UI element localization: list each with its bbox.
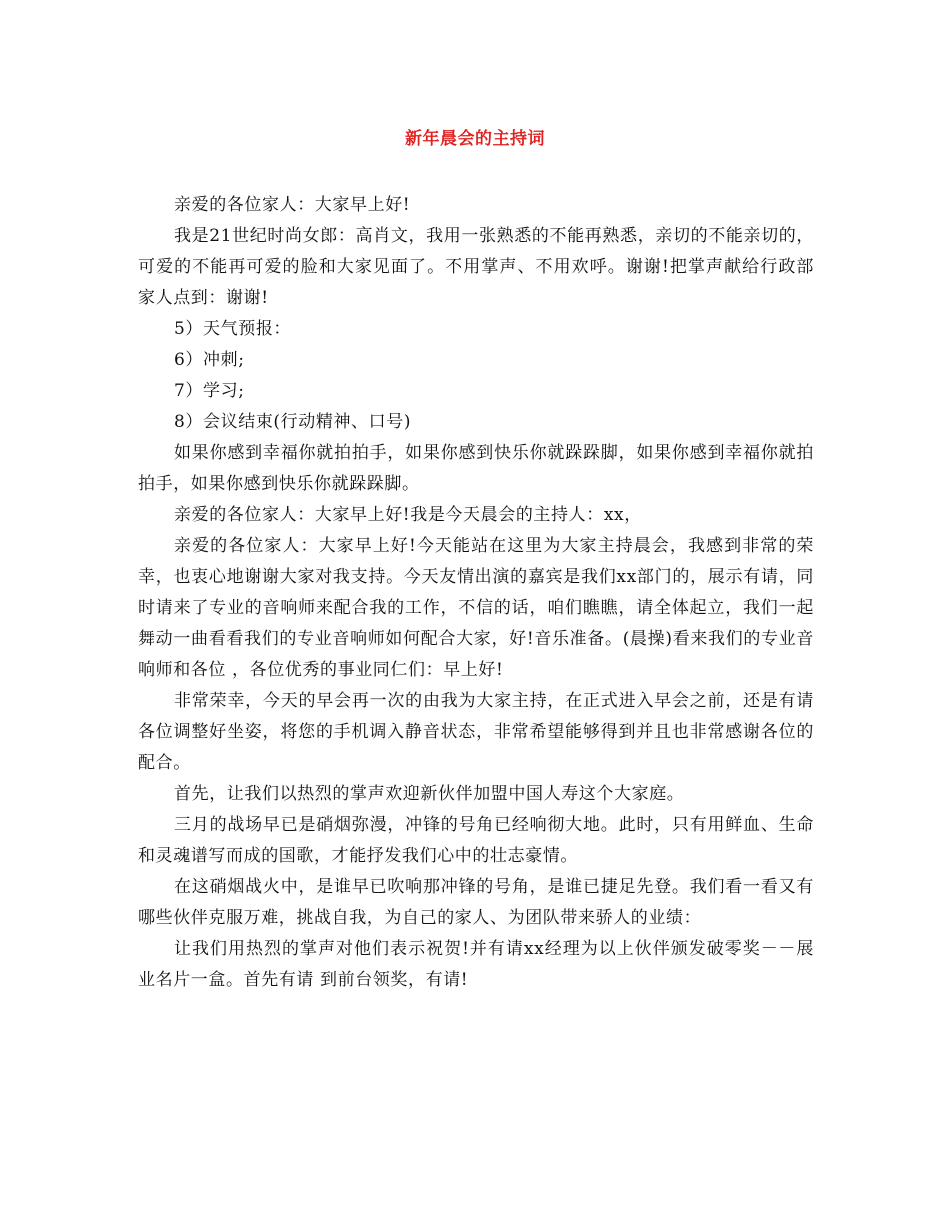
paragraph-honor: 非常荣幸，今天的早会再一次的由我为大家主持，在正式进入早会之前，还是有请各位调整好坐姿，将您的手机调入静音状态，非常希望能够得到并且也非常感谢各位的配合。: [138, 691, 814, 773]
agenda-item-study: 7）学习;: [174, 381, 245, 401]
paragraph-greeting: 亲爱的各位家人：大家早上好!: [174, 195, 411, 215]
agenda-item-sprint: 6）冲刺;: [174, 350, 245, 370]
agenda-item-weather: 5）天气预报：: [174, 319, 292, 339]
agenda-item-closing: 8）会议结束(行动精神、口号): [174, 412, 412, 432]
paragraph-introduction: 我是21世纪时尚女郎：高肖文，我用一张熟悉的不能再熟悉，亲切的不能亲切的，可爱的不能再可爱的脸和大家见面了。不用掌声、不用欢呼。谢谢!把掌声献给行政部家人点到：谢谢!: [138, 226, 814, 308]
paragraph-host-intro: 亲爱的各位家人：大家早上好!我是今天晨会的主持人：xx，: [174, 505, 642, 525]
document-title: 新年晨会的主持词: [405, 129, 545, 149]
paragraph-morning-exercise: 亲爱的各位家人：大家早上好!今天能站在这里为大家主持晨会，我感到非常的荣幸，也衷心地谢谢大家对我支持。今天友情出演的嘉宾是我们xx部门的，展示有请，同时请来了专业的音响师来配合我的工作，不信的话，咱们瞧瞧，请全体起立，我们一起舞动一曲看看我们的专业音响师如何配合大家，好!音乐准备。(晨操)看来我们的专业音响师和各位 ，各位优秀的事业同仁们：早上好!: [138, 536, 814, 680]
paragraph-award: 让我们用热烈的掌声对他们表示祝贺!并有请xx经理为以上伙伴颁发破零奖－－展业名片一盒。首先有请 到前台领奖，有请!: [138, 939, 814, 990]
paragraph-welcome-partners: 首先，让我们以热烈的掌声欢迎新伙伴加盟中国人寿这个大家庭。: [174, 784, 685, 804]
paragraph-battlefield: 三月的战场早已是硝烟弥漫，冲锋的号角已经响彻大地。此时，只有用鲜血、生命和灵魂谱写而成的国歌，才能抒发我们心中的壮志豪情。: [138, 815, 814, 866]
paragraph-clap-song: 如果你感到幸福你就拍拍手，如果你感到快乐你就跺跺脚，如果你感到幸福你就拍拍手，如果你感到快乐你就跺跺脚。: [138, 443, 814, 494]
paragraph-achievements: 在这硝烟战火中，是谁早已吹响那冲锋的号角，是谁已捷足先登。我们看一看又有哪些伙伴克服万难，挑战自我，为自己的家人、为团队带来骄人的业绩：: [138, 877, 814, 928]
document-body: [138, 190, 814, 996]
